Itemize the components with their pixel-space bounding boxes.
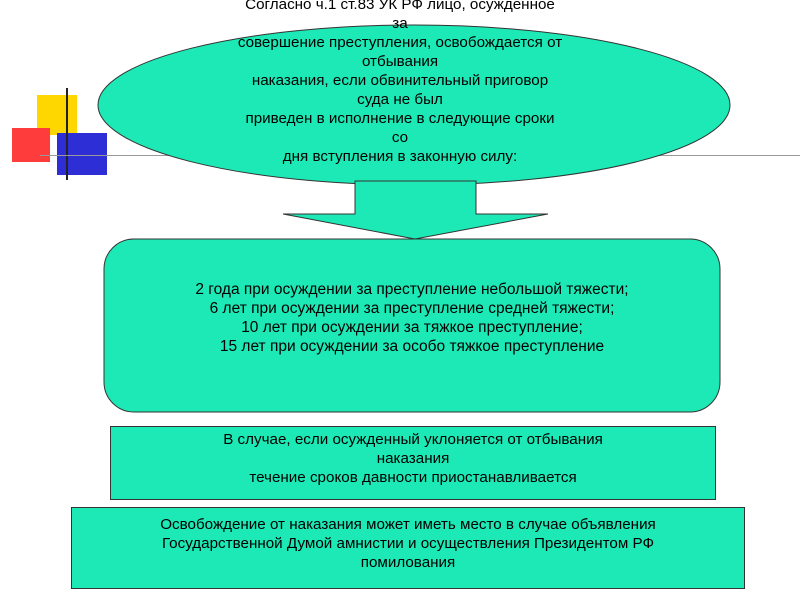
ellipse-line: отбывания bbox=[361, 53, 439, 70]
ellipse-line: дня вступления в законную силу: bbox=[282, 148, 518, 165]
period-line: 15 лет при осуждении за особо тяжкое преступление bbox=[219, 338, 605, 355]
ellipse-line: приведен в исполнение в следующие сроки bbox=[245, 110, 555, 127]
ellipse-line: за bbox=[392, 15, 408, 32]
period-line: 10 лет при осуждении за тяжкое преступление; bbox=[241, 319, 583, 336]
ellipse-text bbox=[150, 0, 650, 166]
amnesty-box bbox=[71, 507, 745, 589]
ellipse-line: со bbox=[391, 129, 409, 146]
ellipse-line: суда не был bbox=[357, 91, 443, 108]
period-line: 2 года при осуждении за преступление небольшой тяжести; bbox=[195, 281, 629, 298]
amnesty-line: помилования bbox=[360, 554, 456, 571]
periods-box-text bbox=[104, 280, 720, 356]
evasion-box bbox=[110, 426, 716, 500]
down-arrow bbox=[283, 181, 548, 239]
period-line: 6 лет при осуждении за преступление средней тяжести; bbox=[209, 300, 615, 317]
ellipse-line: Согласно ч.1 ст.83 УК РФ лицо, осужденное bbox=[245, 0, 555, 13]
evasion-line: наказания bbox=[376, 450, 450, 467]
ellipse-line: наказания, если обвинительный приговор bbox=[251, 72, 549, 89]
amnesty-line: Освобождение от наказания может иметь место в случае объявления bbox=[160, 516, 656, 533]
evasion-line: течение сроков давности приостанавливается bbox=[249, 469, 577, 486]
amnesty-line: Государственной Думой амнистии и осуществления Президентом РФ bbox=[161, 535, 655, 552]
evasion-line: В случае, если осужденный уклоняется от отбывания bbox=[223, 431, 603, 448]
ellipse-line: совершение преступления, освобождается от bbox=[237, 34, 563, 51]
